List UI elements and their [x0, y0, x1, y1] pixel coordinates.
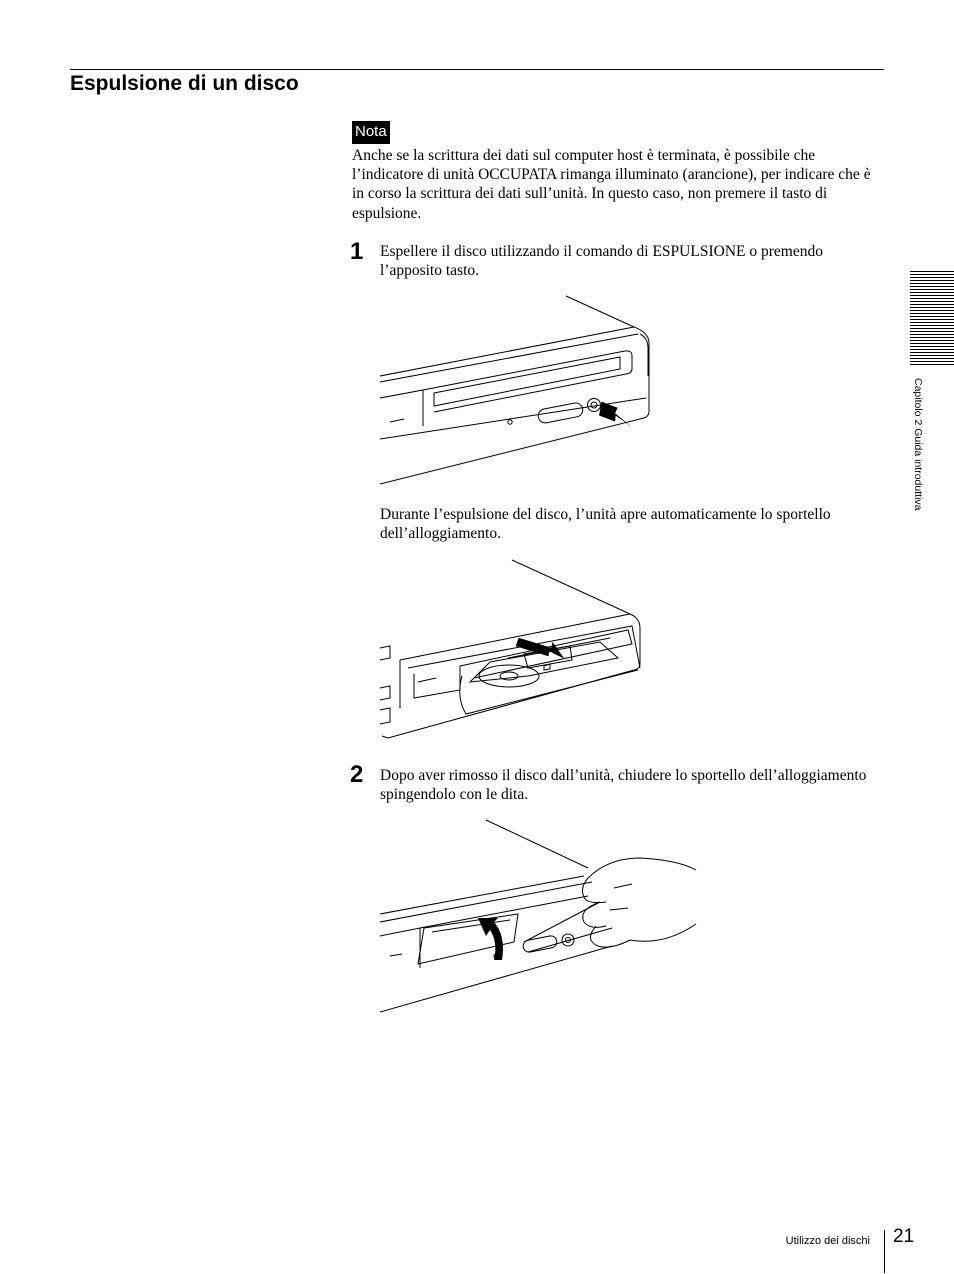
- title-rule: [70, 69, 884, 70]
- illustration-tray-open: [378, 558, 650, 742]
- step-1-followup: Durante l’espulsione del disco, l’unità apre automaticamente lo sportello dell’alloggiamento.: [380, 506, 831, 543]
- footer-divider: [884, 1230, 885, 1273]
- step-2-text: Dopo aver rimosso il disco dall’unità, chiudere lo sportello dell’alloggiamento spingendolo con le dita.: [380, 767, 867, 804]
- note-label: Nota: [352, 121, 390, 144]
- section-title: Espulsione di un disco: [70, 72, 299, 95]
- step-1-text: Espellere il disco utilizzando il comando di ESPULSIONE o premendo l’apposito tasto.: [380, 243, 823, 280]
- step-1-number: 1: [350, 238, 364, 265]
- chapter-label: Capitolo 2 Guida introduttiva: [912, 378, 924, 511]
- illustration-eject-button: [378, 294, 658, 486]
- chapter-tab-marker: [910, 271, 954, 366]
- illustration-close-tray: [378, 818, 700, 1014]
- note-text: Anche se la scrittura dei dati sul computer host è terminata, è possibile che l’indicatore di unità OCCUPATA rimanga illuminato (arancione), per indicare che è in corso la scrittura dei dati sull’unità. In questo caso, non premere il tasto di espulsione.: [352, 147, 871, 222]
- page-number: 21: [893, 1226, 915, 1247]
- step-2-number: 2: [350, 761, 364, 788]
- footer-section-name: Utilizzo dei dischi: [785, 1235, 870, 1247]
